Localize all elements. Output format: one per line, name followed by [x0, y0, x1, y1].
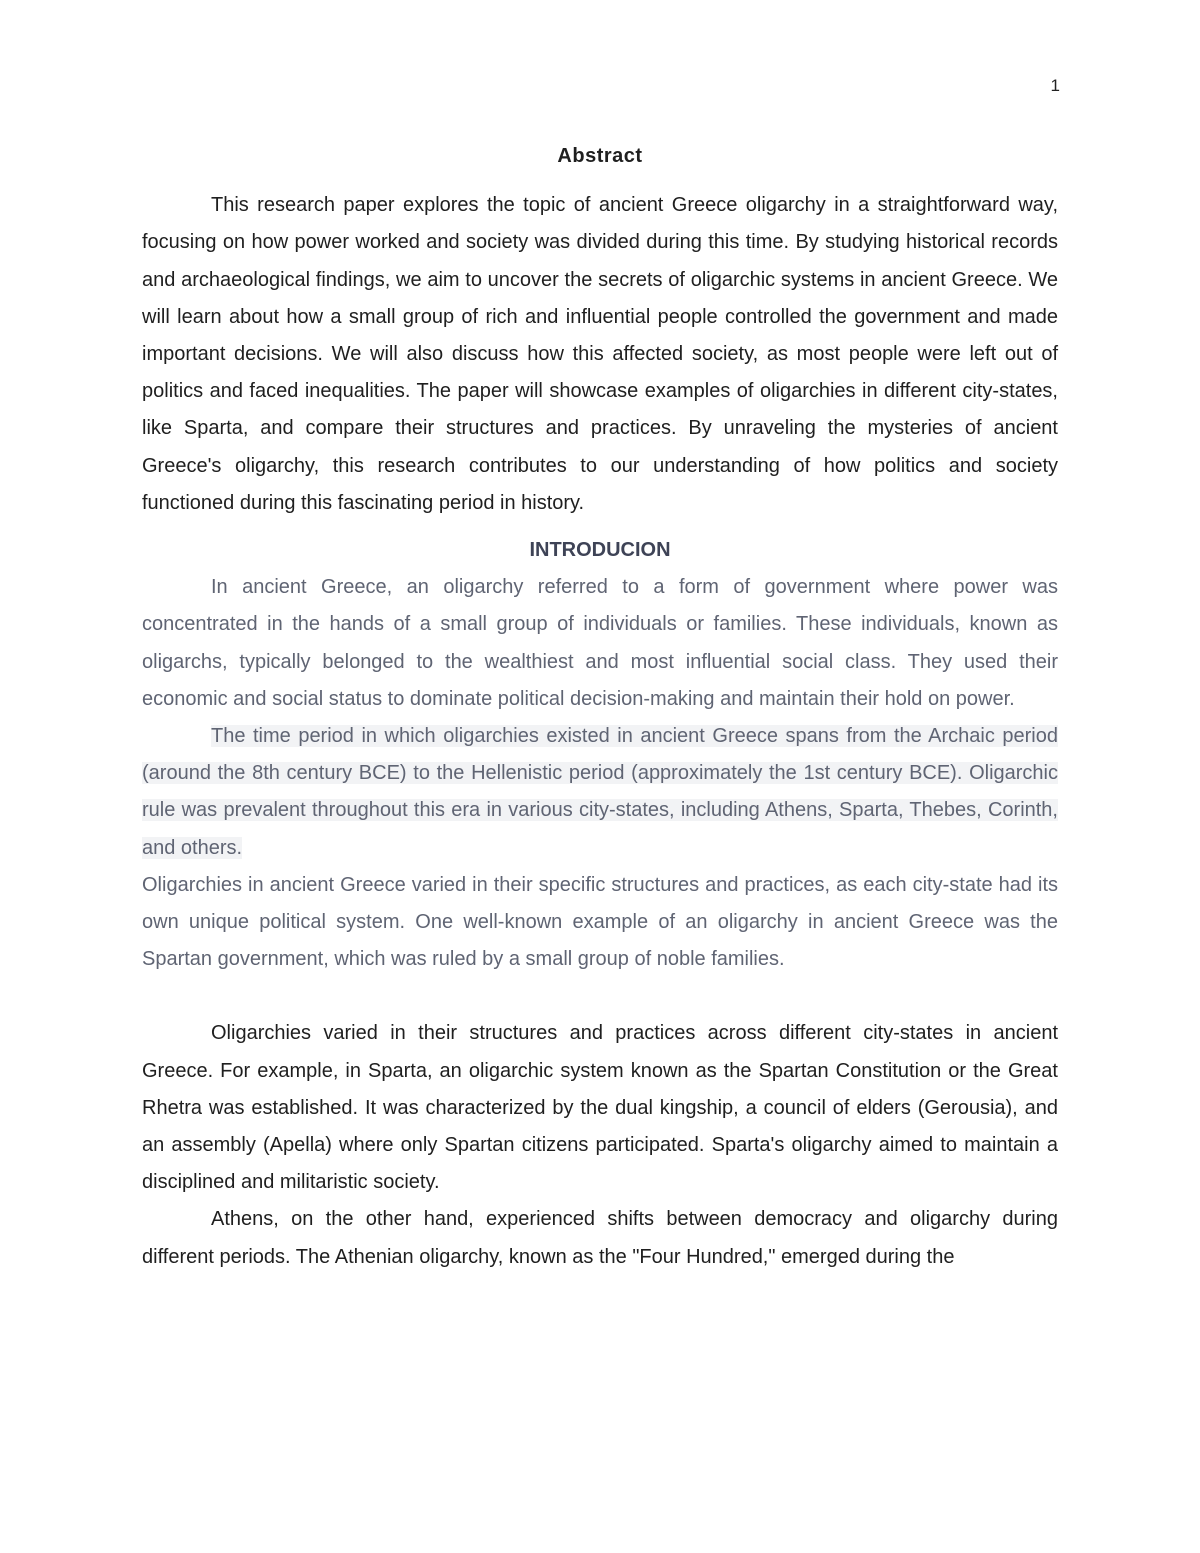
- document-body: [142, 138, 1058, 1276]
- body-paragraph-1: Oligarchies varied in their structures and practices across different city-states in ancient Greece. For example, in Sparta, an oligarchic system known as the Spartan Constitution or the Great Rhetra was established. It was characterized by the dual kingship, a council of elders (Gerousia), and an assembly (Apella) where only Spartan citizens participated. Sparta's oligarchy aimed to maintain a disciplined and militaristic society.: [142, 1022, 1058, 1194]
- abstract-heading: Abstract: [557, 145, 643, 167]
- blank-line: [142, 978, 1058, 1015]
- highlighted-text: The time period in which oligarchies existed in ancient Greece spans from the Archaic period (around the 8th century BCE) to the Hellenistic period (approximately the 1st century BCE). Oligarchic rule was prevalent throughout this era in various city-states, including Athens, Sparta, Thebes, Corinth, and others.: [142, 725, 1058, 859]
- introduction-heading: INTRODUCION: [529, 539, 671, 562]
- page-number: 1: [1050, 76, 1060, 95]
- introduction-paragraph-1: In ancient Greece, an oligarchy referred to a form of government where power was concentrated in the hands of a small group of individuals or families. These individuals, known as oligarchs, typically belonged to the wealthiest and most influential social class. They used their economic and social status to dominate political decision-making and maintain their hold on power.: [142, 576, 1058, 710]
- introduction-paragraph-2: [142, 718, 1058, 867]
- abstract-paragraph: This research paper explores the topic of ancient Greece oligarchy in a straightforward way, focusing on how power worked and society was divided during this time. By studying historical records and archaeological findings, we aim to uncover the secrets of oligarchic systems in ancient Greece. We will learn about how a small group of rich and influential people controlled the government and made important decisions. We will also discuss how this affected society, as most people were left out of politics and faced inequalities. The paper will showcase examples of oligarchies in different city-states, like Sparta, and compare their structures and practices. By unraveling the mysteries of ancient Greece's oligarchy, this research contributes to our understanding of how politics and society functioned during this fascinating period in history.: [142, 194, 1058, 514]
- body-paragraph-2: Athens, on the other hand, experienced shifts between democracy and oligarchy during different periods. The Athenian oligarchy, known as the "Four Hundred," emerged during the: [142, 1208, 1058, 1268]
- introduction-paragraph-3: Oligarchies in ancient Greece varied in their specific structures and practices, as each city-state had its own unique political system. One well-known example of an oligarchy in ancient Greece was the Spartan government, which was ruled by a small group of noble families.: [142, 873, 1058, 971]
